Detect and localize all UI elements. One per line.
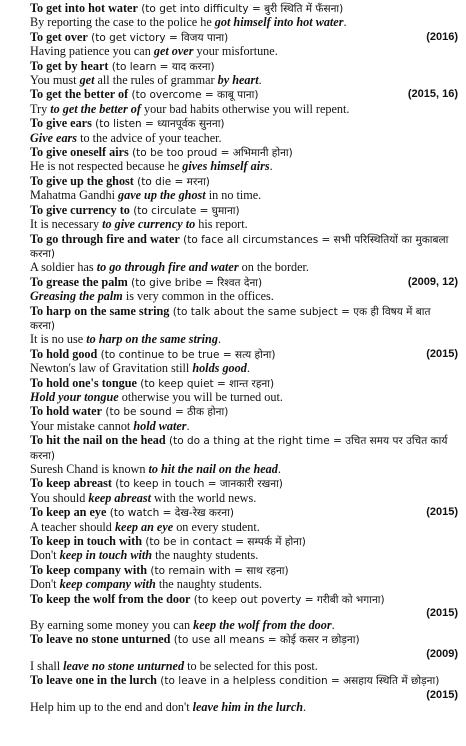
example-idiom-usage: by heart bbox=[217, 74, 259, 88]
idiom-example bbox=[4, 103, 458, 116]
example-idiom-usage: leave him in the lurch bbox=[192, 700, 304, 714]
example-idiom-usage: keep company with bbox=[59, 578, 156, 592]
idiom-meaning: (to be too proud = अभिमानी होना) bbox=[128, 147, 293, 160]
example-text: his report. bbox=[195, 218, 248, 232]
idiom-example bbox=[4, 160, 458, 173]
idiom-year: (2015, 16) bbox=[407, 88, 458, 101]
idiom-entry bbox=[4, 434, 458, 476]
idiom-heading bbox=[4, 405, 458, 419]
example-text: Mahatma Gandhi bbox=[30, 189, 118, 203]
idiom-example bbox=[4, 16, 458, 29]
idiom-number bbox=[4, 434, 30, 447]
example-text: Your mistake cannot bbox=[30, 419, 134, 433]
idiom-phrase: To hold one's tongue bbox=[30, 376, 137, 390]
example-text: . bbox=[217, 333, 221, 347]
idiom-heading bbox=[4, 564, 458, 578]
idiom-meaning: (to learn = याद करना) bbox=[108, 60, 215, 73]
idiom-phrase: To harp on the same string bbox=[30, 303, 170, 318]
idiom-year: (2015) bbox=[426, 607, 458, 620]
example-idiom-usage: leave no stone unturned bbox=[63, 659, 185, 673]
idiom-number bbox=[4, 60, 30, 73]
idiom-entry bbox=[4, 60, 458, 88]
idiom-number bbox=[4, 88, 30, 101]
example-idiom-usage: to give currency to bbox=[102, 218, 196, 232]
example-text: It is no use bbox=[30, 333, 87, 347]
example-text: is very common in the offices. bbox=[122, 290, 274, 304]
idiom-heading bbox=[4, 593, 458, 607]
idiom-entry bbox=[4, 276, 458, 304]
idiom-meaning: (to face all circumstances = सभी परिस्थितियों का मुकाबला करना) bbox=[30, 233, 449, 260]
idiom-example bbox=[4, 132, 458, 145]
example-text: . bbox=[343, 16, 347, 30]
idiom-meaning: (to talk about the same subject = एक ही विषय में बात करना) bbox=[30, 305, 431, 332]
idiom-number bbox=[4, 477, 30, 490]
example-text: By earning some money you can bbox=[30, 619, 194, 633]
idiom-meaning: (to circulate = घुमाना) bbox=[129, 204, 240, 217]
idiom-entry bbox=[4, 2, 458, 30]
idiom-heading bbox=[4, 674, 458, 688]
example-text: your bad habits otherwise you will repent. bbox=[140, 102, 350, 116]
idiom-phrase: To get over bbox=[30, 30, 88, 44]
idiom-heading bbox=[4, 633, 458, 647]
idiom-heading bbox=[4, 233, 458, 262]
example-text: . bbox=[303, 700, 307, 714]
idiom-phrase: To hit the nail on the head bbox=[30, 433, 166, 448]
idiom-phrase: To give oneself airs bbox=[30, 146, 129, 160]
idiom-phrase: To get into hot water bbox=[30, 1, 138, 15]
example-text: Suresh Chand is known bbox=[30, 463, 149, 476]
example-text: your misfortune. bbox=[193, 45, 278, 59]
idiom-meaning: (to be in contact = सम्पर्क में होना) bbox=[141, 536, 306, 549]
idiom-phrase: To give currency to bbox=[30, 203, 130, 217]
example-text: You must bbox=[30, 74, 80, 88]
idiom-phrase: To keep an eye bbox=[30, 506, 107, 520]
idiom-phrase: To hold good bbox=[30, 347, 98, 361]
idiom-number bbox=[4, 535, 30, 548]
idiom-entry bbox=[4, 31, 458, 59]
idiom-entry bbox=[4, 564, 458, 592]
idiom-meaning: (to keep quiet = शान्त रहना) bbox=[136, 377, 275, 390]
idiom-number bbox=[4, 2, 30, 15]
example-idiom-usage: Hold your tongue bbox=[30, 390, 119, 404]
example-text: to the advice of your teacher. bbox=[77, 131, 222, 145]
idiom-year: (2016) bbox=[426, 30, 458, 43]
idiom-heading bbox=[4, 146, 458, 160]
idiom-heading bbox=[4, 117, 458, 131]
idiom-entry bbox=[4, 117, 458, 145]
idiom-meaning: (to get into difficulty = बुरी स्थिति में फँसना) bbox=[137, 3, 344, 15]
idiom-entry bbox=[4, 477, 458, 505]
idiom-meaning: (to listen = ध्यानपूर्वक सुनना) bbox=[91, 118, 225, 131]
idiom-example bbox=[4, 333, 458, 346]
example-text: . bbox=[246, 362, 250, 376]
idiom-number bbox=[4, 146, 30, 159]
idiom-heading bbox=[4, 276, 458, 290]
idiom-number bbox=[4, 204, 30, 217]
idiom-entry bbox=[4, 305, 458, 347]
example-idiom-usage: gives himself airs bbox=[182, 160, 270, 174]
idiom-example bbox=[4, 492, 458, 505]
example-text: Help him up to the end and don't bbox=[30, 700, 193, 714]
idiom-heading bbox=[4, 60, 458, 74]
idiom-heading bbox=[4, 348, 458, 362]
idiom-example bbox=[4, 261, 458, 274]
idiom-entry bbox=[4, 175, 458, 203]
idiom-example bbox=[4, 189, 458, 202]
example-text: . bbox=[331, 619, 335, 633]
example-text: all the rules of grammar bbox=[94, 74, 218, 88]
idiom-phrase: To give up the ghost bbox=[30, 174, 134, 188]
idiom-heading bbox=[4, 175, 458, 189]
idiom-entry bbox=[4, 377, 458, 405]
idiom-number bbox=[4, 31, 30, 44]
example-text: with the world news. bbox=[151, 491, 257, 505]
idiom-number bbox=[4, 593, 30, 606]
idiom-example bbox=[4, 619, 458, 632]
idiom-meaning: (to do a thing at the right time = उचित समय पर उचित कार्य करना) bbox=[30, 435, 448, 462]
idiom-entry bbox=[4, 204, 458, 232]
idiom-year: (2015) bbox=[426, 688, 458, 701]
idiom-entry bbox=[4, 348, 458, 376]
example-text: . bbox=[186, 419, 190, 433]
idiom-meaning: (to be sound = ठीक होना) bbox=[102, 406, 229, 419]
example-idiom-usage: keep the wolf from the door bbox=[193, 619, 332, 633]
idiom-heading bbox=[4, 88, 458, 102]
idiom-heading bbox=[4, 2, 458, 16]
idiom-entry bbox=[4, 535, 458, 563]
idiom-meaning: (to get victory = विजय पाना) bbox=[87, 31, 229, 44]
example-text: Don't bbox=[30, 578, 60, 592]
idiom-phrase: To keep company with bbox=[30, 563, 148, 577]
idiom-heading bbox=[4, 377, 458, 391]
idiom-year: (2009) bbox=[426, 647, 458, 660]
idiom-phrase: To keep in touch with bbox=[30, 535, 142, 549]
idiom-entry bbox=[4, 146, 458, 174]
idiom-number bbox=[4, 377, 30, 390]
idiom-meaning: (to leave in a helpless condition = असहाय स्थिति में छोड़ना) bbox=[156, 675, 440, 688]
idiom-meaning: (to overcome = काबू पाना) bbox=[128, 89, 259, 102]
idiom-entry bbox=[4, 633, 458, 673]
idiom-entry bbox=[4, 405, 458, 433]
example-idiom-usage: to harp on the same string bbox=[86, 333, 218, 347]
example-idiom-usage: get over bbox=[153, 45, 194, 59]
example-idiom-usage: keep abreast bbox=[88, 491, 151, 505]
example-text: to be selected for this post. bbox=[184, 659, 318, 673]
idiom-meaning: (to continue to be true = सत्य होना) bbox=[97, 348, 276, 361]
idiom-example bbox=[4, 549, 458, 562]
example-idiom-usage: gave up the ghost bbox=[118, 189, 206, 203]
example-idiom-usage: to get the better of bbox=[50, 102, 141, 116]
idiom-number bbox=[4, 175, 30, 188]
idiom-number bbox=[4, 117, 30, 130]
idiom-example bbox=[4, 362, 458, 375]
idiom-example bbox=[4, 290, 458, 303]
idiom-heading bbox=[4, 305, 458, 334]
idiom-entry bbox=[4, 593, 458, 633]
idiom-phrase: To get the better of bbox=[30, 88, 129, 102]
idiom-heading bbox=[4, 204, 458, 218]
idiom-example bbox=[4, 578, 458, 591]
idiom-meaning: (to watch = देख-रेख करना) bbox=[106, 507, 234, 520]
idiom-number bbox=[4, 633, 30, 646]
idiom-phrase: To keep the wolf from the door bbox=[30, 592, 191, 606]
example-text: Having patience you can bbox=[30, 45, 154, 59]
idiom-year: (2015) bbox=[426, 506, 458, 519]
example-text: Newton's law of Gravitation still bbox=[30, 362, 193, 376]
example-text: . bbox=[277, 463, 281, 476]
example-idiom-usage: keep an eye bbox=[114, 520, 174, 534]
example-text: in no time. bbox=[205, 189, 262, 203]
example-text: on every student. bbox=[173, 520, 260, 534]
idiom-example bbox=[4, 420, 458, 433]
example-idiom-usage: Give ears bbox=[30, 131, 78, 145]
idiom-heading bbox=[4, 477, 458, 491]
idiom-entry bbox=[4, 506, 458, 534]
idiom-example bbox=[4, 218, 458, 231]
idiom-phrase: To keep abreast bbox=[30, 477, 112, 491]
idiom-heading bbox=[4, 434, 458, 463]
idiom-meaning: (to keep in touch = जानकारी रखना) bbox=[111, 478, 283, 491]
idiom-meaning: (to die = मरना) bbox=[133, 175, 210, 188]
idiom-number bbox=[4, 233, 30, 246]
idiom-number bbox=[4, 305, 30, 318]
example-text: . bbox=[269, 160, 273, 174]
example-idiom-usage: to hit the nail on the head bbox=[148, 463, 278, 476]
example-text: By reporting the case to the police he bbox=[30, 16, 215, 30]
idiom-entry bbox=[4, 233, 458, 275]
idiom-phrase: To go through fire and water bbox=[30, 231, 180, 246]
idiom-example bbox=[4, 391, 458, 404]
example-text: the naughty students. bbox=[155, 578, 263, 592]
idiom-number bbox=[4, 405, 30, 418]
example-text: He is not respected because he bbox=[30, 160, 183, 174]
example-text: otherwise you will be turned out. bbox=[118, 390, 283, 404]
idiom-phrase: To hold water bbox=[30, 405, 103, 419]
example-idiom-usage: Greasing the palm bbox=[30, 290, 123, 304]
example-text: . bbox=[258, 74, 262, 88]
idiom-number bbox=[4, 564, 30, 577]
idiom-example bbox=[4, 701, 458, 714]
idiom-number bbox=[4, 348, 30, 361]
idiom-year: (2009, 12) bbox=[407, 275, 458, 288]
idiom-number bbox=[4, 674, 30, 687]
idiom-phrase: To give ears bbox=[30, 117, 92, 131]
idiom-heading bbox=[4, 506, 458, 520]
example-idiom-usage: hold water bbox=[133, 419, 187, 433]
idiom-entry bbox=[4, 674, 458, 714]
idiom-example bbox=[4, 74, 458, 87]
example-text: I shall bbox=[30, 659, 64, 673]
example-idiom-usage: to go through fire and water bbox=[96, 261, 239, 275]
idiom-example bbox=[4, 45, 458, 58]
idiom-example bbox=[4, 660, 458, 673]
idiom-phrase: To leave one in the lurch bbox=[30, 673, 157, 688]
idiom-entry bbox=[4, 88, 458, 116]
example-text: A teacher should bbox=[30, 520, 115, 534]
example-text: It is necessary bbox=[30, 218, 103, 232]
idiom-example bbox=[4, 521, 458, 534]
example-text: A soldier has bbox=[30, 261, 97, 275]
example-text: Don't bbox=[30, 549, 60, 563]
idiom-number bbox=[4, 276, 30, 289]
example-idiom-usage: keep in touch with bbox=[59, 549, 153, 563]
idiom-meaning: (to keep out poverty = गरीबी को भगाना) bbox=[190, 593, 385, 606]
idiom-meaning: (to give bribe = रिश्वत देना) bbox=[127, 276, 263, 289]
example-idiom-usage: holds good bbox=[192, 362, 247, 376]
idiom-meaning: (to remain with = साथ रहना) bbox=[147, 564, 289, 577]
idiom-heading bbox=[4, 535, 458, 549]
example-text: the naughty students. bbox=[152, 549, 259, 563]
idiom-phrase: To grease the palm bbox=[30, 275, 128, 289]
idiom-heading bbox=[4, 31, 458, 45]
example-idiom-usage: get bbox=[79, 74, 95, 88]
example-text: on the border. bbox=[238, 261, 309, 275]
idiom-meaning: (to use all means = कोई कसर न छोड़ना) bbox=[170, 634, 360, 647]
idiom-number bbox=[4, 506, 30, 519]
idiom-year: (2015) bbox=[426, 347, 458, 360]
example-idiom-usage: got himself into hot water bbox=[214, 16, 344, 30]
example-text: Try bbox=[30, 102, 51, 116]
idiom-phrase: To get by heart bbox=[30, 59, 109, 73]
idiom-example bbox=[4, 463, 458, 476]
example-text: You should bbox=[30, 491, 89, 505]
idiom-phrase: To leave no stone unturned bbox=[30, 633, 171, 647]
